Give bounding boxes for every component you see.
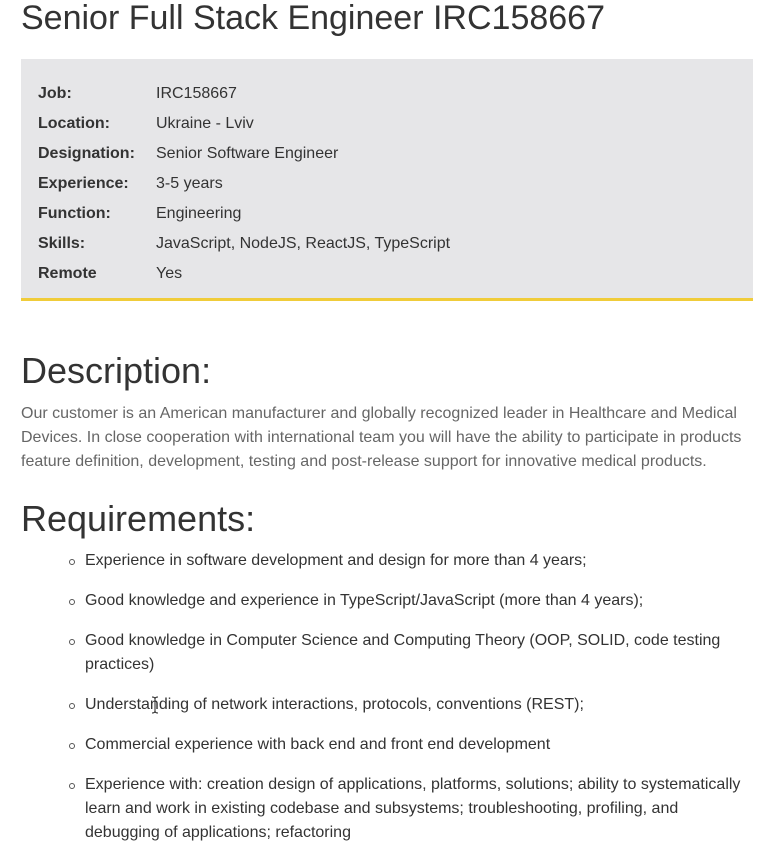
bullet-icon [69,599,75,605]
summary-value: 3-5 years [156,175,223,192]
requirement-item [66,773,756,845]
summary-label: Skills: [38,235,86,252]
requirement-text: Commercial experience with back end and front end development [85,736,551,753]
summary-row-function [21,199,753,229]
summary-value: IRC158667 [156,85,237,102]
requirement-text: Good knowledge in Computer Science and Computing Theory (OOP, SOLID, code testing practices) [85,632,721,673]
text-cursor-icon [151,696,159,714]
description-heading: Description: [21,350,212,391]
requirement-item [66,693,756,717]
summary-value: Yes [156,265,183,282]
requirement-item [66,629,756,677]
summary-row-remote [21,259,753,289]
summary-row-experience [21,169,753,199]
summary-value: Engineering [156,205,242,222]
summary-label: Job: [38,85,72,102]
job-summary-panel [21,59,753,301]
requirement-item [66,733,756,757]
summary-row-location [21,109,753,139]
summary-label: Designation: [38,145,135,162]
bullet-icon [69,743,75,749]
summary-label: Location: [38,115,110,132]
requirement-text: Experience with: creation design of applications, platforms, solutions; ability to systematically learn and work in existing codebase and subsystems; troubleshooting, profiling, and debugging of applications; refactoring [85,776,741,841]
summary-value: Senior Software Engineer [156,145,339,162]
summary-row-job [21,79,753,109]
bullet-icon [69,639,75,645]
job-title: Senior Full Stack Engineer IRC158667 [21,0,605,37]
requirements-list [66,549,756,861]
summary-value: Ukraine - Lviv [156,115,254,132]
requirement-item [66,549,756,573]
requirement-text: Experience in software development and design for more than 4 years; [85,552,587,569]
requirements-heading: Requirements: [21,498,256,539]
summary-value: JavaScript, NodeJS, ReactJS, TypeScript [156,235,451,252]
summary-label: Experience: [38,175,129,192]
summary-row-designation [21,139,753,169]
summary-row-skills [21,229,753,259]
bullet-icon [69,559,75,565]
requirement-text: Understanding of network interactions, protocols, conventions (REST); [85,696,584,713]
description-text: Our customer is an American manufacturer and globally recognized leader in Healthcare and Medical Devices. In close cooperation with international team you will have the ability to participate in products feature definition, development, testing and post-release support for innovative medical products. [21,405,742,470]
requirement-item [66,589,756,613]
requirement-text: Good knowledge and experience in TypeScript/JavaScript (more than 4 years); [85,592,644,609]
summary-label: Function: [38,205,111,222]
bullet-icon [69,703,75,709]
summary-label: Remote [38,265,97,282]
bullet-icon [69,783,75,789]
